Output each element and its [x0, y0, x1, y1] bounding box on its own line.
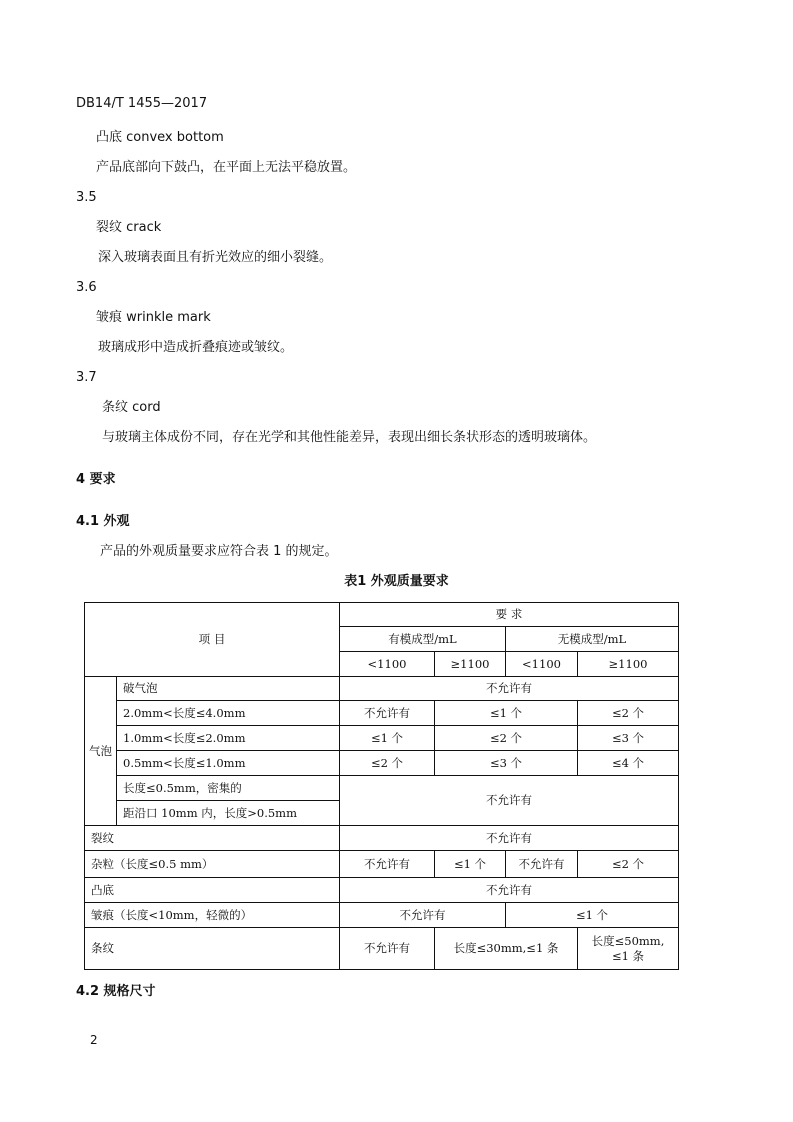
def-convex-bottom: 产品底部向下鼓凸，在平面上无法平稳放置。	[96, 160, 357, 175]
doc-header: DB14/T 1455—2017	[76, 96, 208, 111]
cell: 不允许有	[340, 878, 679, 903]
row-label: 破气泡	[117, 677, 340, 701]
size-cell: ≥1100	[578, 652, 679, 677]
row-label: 皱痕（长度<10mm，轻微的）	[85, 903, 340, 928]
header-item: 项 目	[85, 603, 340, 677]
def-cord: 与玻璃主体成份不同，存在光学和其他性能差异，表现出细长条状形态的透明玻璃体。	[102, 430, 597, 445]
cell: ≤2 个	[578, 701, 679, 726]
cell: ≤2 个	[435, 726, 578, 751]
table-caption: 表1 外观质量要求	[344, 574, 449, 589]
cell: ≤1 个	[506, 903, 679, 928]
term-cord: 条纹 cord	[102, 400, 161, 415]
term-convex-bottom: 凸底 convex bottom	[96, 130, 224, 145]
cell: 不允许有	[340, 776, 679, 826]
row-label: 杂粒（长度≤0.5 mm）	[85, 851, 340, 878]
header-mold: 有模成型/mL	[340, 627, 506, 652]
cell: ≤2 个	[578, 851, 679, 878]
term-wrinkle: 皱痕 wrinkle mark	[96, 310, 211, 325]
cell: ≤4 个	[578, 751, 679, 776]
cell: ≤3 个	[435, 751, 578, 776]
cell: 不允许有	[340, 851, 435, 878]
cell: 不允许有	[506, 851, 578, 878]
cell: 不允许有	[340, 701, 435, 726]
row-label: 0.5mm<长度≤1.0mm	[117, 751, 340, 776]
section-3-7: 3.7	[76, 370, 97, 385]
def-crack: 深入玻璃表面且有折光效应的细小裂缝。	[98, 250, 333, 265]
header-nomold: 无模成型/mL	[506, 627, 679, 652]
row-label: 条纹	[85, 928, 340, 970]
cell-line: 长度≤50mm,	[591, 933, 665, 948]
cell: 不允许有	[340, 677, 679, 701]
cell: 不允许有	[340, 928, 435, 970]
row-label: 凸底	[85, 878, 340, 903]
cell: 不允许有	[340, 826, 679, 851]
cell: 长度≤30mm,≤1 条	[435, 928, 578, 970]
section-3-6: 3.6	[76, 280, 97, 295]
header-requirement: 要 求	[340, 603, 679, 627]
section-3-5: 3.5	[76, 190, 97, 205]
page-number: 2	[90, 1033, 98, 1047]
size-cell: <1100	[340, 652, 435, 677]
heading-4-2: 4.2 规格尺寸	[76, 984, 156, 999]
cell-line: ≤1 条	[611, 948, 645, 963]
para-4-1: 产品的外观质量要求应符合表 1 的规定。	[100, 544, 338, 559]
cell: ≤2 个	[340, 751, 435, 776]
row-label: 距沿口 10mm 内，长度>0.5mm	[117, 801, 340, 826]
row-label: 2.0mm<长度≤4.0mm	[117, 701, 340, 726]
cell: ≤3 个	[578, 726, 679, 751]
row-label: 1.0mm<长度≤2.0mm	[117, 726, 340, 751]
heading-4: 4 要求	[76, 472, 116, 487]
cell: 不允许有	[340, 903, 506, 928]
bubble-group-label: 气泡	[85, 677, 117, 826]
def-wrinkle: 玻璃成形中造成折叠痕迹或皱纹。	[98, 340, 294, 355]
row-label: 长度≤0.5mm，密集的	[117, 776, 340, 801]
appearance-table	[84, 602, 679, 970]
cell: ≤1 个	[435, 701, 578, 726]
cell	[578, 928, 679, 970]
row-label: 裂纹	[85, 826, 340, 851]
size-cell: ≥1100	[435, 652, 506, 677]
cell: ≤1 个	[340, 726, 435, 751]
term-crack: 裂纹 crack	[96, 220, 162, 235]
heading-4-1: 4.1 外观	[76, 514, 130, 529]
size-cell: <1100	[506, 652, 578, 677]
cell: ≤1 个	[435, 851, 506, 878]
